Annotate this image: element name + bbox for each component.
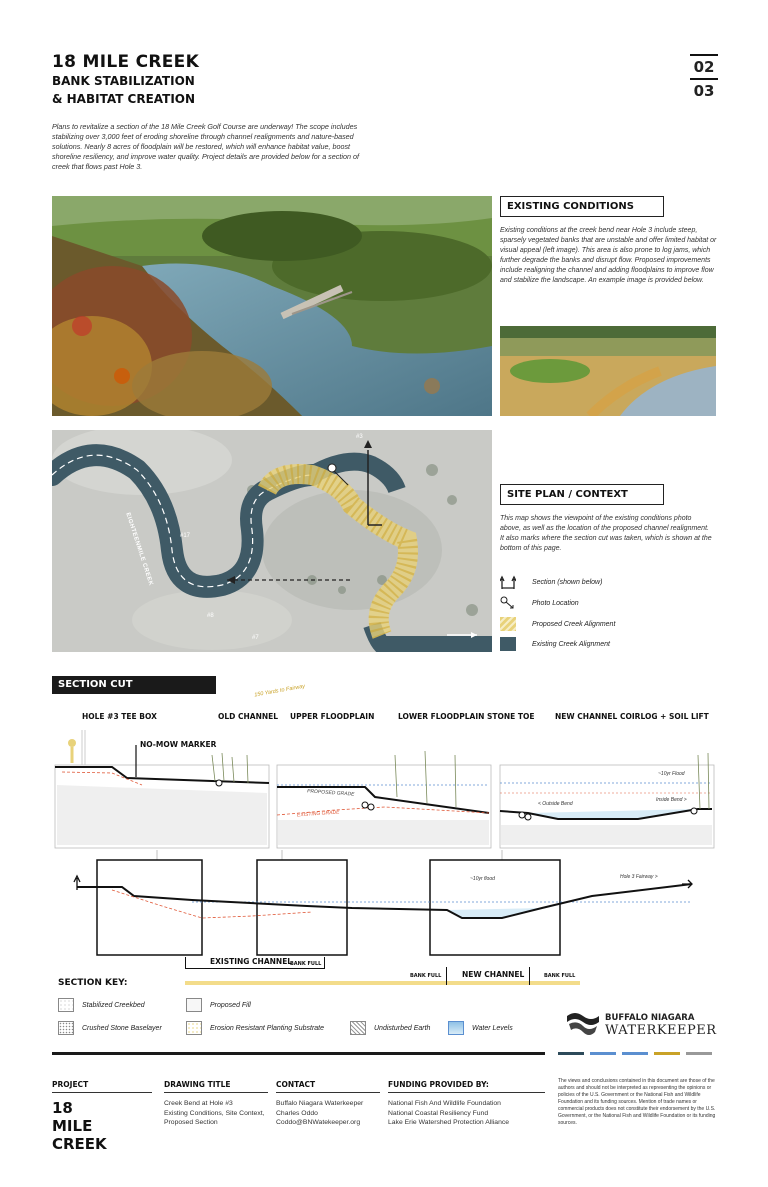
existing-conditions-heading: EXISTING CONDITIONS: [500, 196, 664, 217]
section-cut-heading: SECTION CUT: [52, 676, 216, 694]
legend-existing-label: Existing Creek Alignment: [532, 640, 610, 648]
site-plan-text: This map shows the viewpoint of the existing conditions photo above, as well as the location of the proposed channel realignment. It also marks where the section cut was taken, which is shown at the bottom of this page.: [500, 515, 712, 552]
footer-project: [52, 1080, 152, 1153]
page-number: [690, 52, 718, 100]
wave-logo-icon: [565, 1010, 601, 1040]
existing-conditions-photo: [52, 196, 492, 416]
legend-proposed-label: Proposed Creek Alignment: [532, 620, 616, 628]
detail-panel-channel: [498, 725, 718, 850]
site-plan-heading: SITE PLAN / CONTEXT: [500, 484, 664, 505]
page-number-rule-top: [690, 54, 718, 56]
section-arrows-icon: [500, 575, 516, 589]
legend-section: [500, 575, 602, 589]
dim-bank-full-1: BANK FULL: [290, 961, 322, 967]
footer-disclaimer: The views and conclusions contained in this document are those of the authors and should not be interpreted as representing the opinions or policies of the U.S. Government or the National Fish and Wildlife Foundation and its funding sources. Mention of trade names or commercial products does not constitute their endorsement by the U.S. Government, or the National Fish and Wildlife Foundation or its funding sources.: [558, 1078, 716, 1126]
profile-flood-label: ~10yr flood: [470, 876, 495, 882]
footer-funding-head: FUNDING PROVIDED BY:: [388, 1080, 545, 1093]
key-swatch-water: [448, 1021, 464, 1035]
page-title: 18 MILE CREEK: [52, 52, 200, 72]
label-tee-box: HOLE #3 TEE BOX: [82, 712, 157, 721]
subtitle-line-2: & HABITAT CREATION: [52, 92, 196, 106]
label-stone-toe: STONE TOE: [487, 712, 535, 721]
photo-location-icon: [500, 596, 516, 610]
legend-photo-label: Photo Location: [532, 599, 579, 607]
fairway-label: Hole 3 Fairway >: [620, 874, 658, 880]
footer-contact-head: CONTACT: [276, 1080, 380, 1093]
ten-yr-flood-label: ~10yr Flood: [658, 771, 685, 777]
color-bar-3: [622, 1052, 648, 1055]
key-label-substrate: Erosion Resistant Planting Substrate: [210, 1024, 325, 1032]
legend-existing: [500, 637, 610, 651]
hatched-swatch-icon: [500, 617, 516, 631]
section-key-title: SECTION KEY:: [58, 978, 128, 988]
color-bar-1: [558, 1052, 584, 1055]
label-no-mow: NO-MOW MARKER: [140, 740, 217, 749]
label-new-channel: NEW CHANNEL: [555, 712, 618, 721]
proposed-grade-label: PROPOSED GRADE: [306, 788, 355, 798]
hole-7-label: #7: [252, 635, 259, 641]
outside-bend-label: < Outside Bend: [538, 801, 573, 807]
key-swatch-substrate: [186, 1021, 202, 1035]
color-bar-5: [686, 1052, 712, 1055]
example-image: [500, 326, 716, 416]
footer-funding-text: National Fish And Wildlife Foundation National Coastal Resiliency Fund Lake Erie Watershed Protection Alliance: [388, 1100, 510, 1126]
page-current: 02: [693, 58, 715, 76]
existing-grade-label: EXISTING GRADE: [296, 809, 340, 819]
footer-rule: [52, 1052, 545, 1055]
creek-name-label: EIGHTEENMILE CREEK: [124, 512, 154, 587]
key-label-fill: Proposed Fill: [210, 1001, 251, 1009]
site-plan-map: [52, 430, 492, 652]
yards-to-fairway-label: 150 Yards to Fairway: [253, 683, 306, 699]
page-total: 03: [693, 82, 715, 100]
inside-bend-label: Inside Bend >: [656, 797, 687, 803]
label-upper-floodplain: UPPER FLOODPLAIN: [290, 712, 375, 721]
subtitle-line-1: BANK STABILIZATION: [52, 74, 195, 88]
logo-line-2: WATERKEEPER: [605, 1022, 717, 1038]
full-section-profile: [52, 850, 718, 960]
key-swatch-earth: [350, 1021, 366, 1035]
page-number-divider: [690, 78, 718, 80]
intro-paragraph: Plans to revitalize a section of the 18 Mile Creek Golf Course are underway! The scope includes stabilizing over 3,000 feet of eroding shoreline through channel realignments and nature-based solutions. Nearly 8 acres of floodplain will be restored, which will enhance habitat value, boost shoreline resiliency, and improve water quality. Project details are provided below for a section of creek that flows past Hole 3.: [52, 122, 359, 171]
hole-8-label: #8: [207, 613, 214, 619]
footer-color-bars: [558, 1052, 712, 1055]
key-proposed-fill: [186, 998, 251, 1012]
key-water-levels: [448, 1021, 513, 1035]
legend-section-label: Section (shown below): [532, 578, 603, 586]
key-crushed-stone: [58, 1021, 162, 1035]
detail-panel-floodplain: [275, 725, 495, 850]
footer-contact: [276, 1080, 380, 1128]
solid-swatch-icon: [500, 637, 516, 651]
color-bar-2: [590, 1052, 616, 1055]
label-old-channel: OLD CHANNEL: [218, 712, 279, 721]
label-lower-floodplain: LOWER FLOODPLAIN: [398, 712, 485, 721]
dim-existing-channel-label: EXISTING CHANNEL: [210, 957, 293, 966]
label-coirlog: COIRLOG + SOIL LIFT: [620, 712, 709, 721]
color-bar-4: [654, 1052, 680, 1055]
footer-project-name: 18 MILE CREEK: [52, 1099, 107, 1153]
existing-conditions-text: Existing conditions at the creek bend near Hole 3 include steep, sparsely vegetated banks that are unstable and offer limited habitat or visual appeal (left image). This area is also prone to log jams, which further degrade the banks and disrupt flow. Proposed improvements include realigning the channel and adding floodplains to improve flow and stabilize the landscape. An example image is provided below.: [500, 227, 717, 284]
dim-new-channel-label: NEW CHANNEL: [462, 970, 525, 979]
dim-bank-full-3: BANK FULL: [544, 973, 576, 979]
footer-drawing-text: Creek Bend at Hole #3 Existing Conditions, Site Context, Proposed Section: [164, 1100, 265, 1126]
key-stabilized-creekbed: [58, 998, 145, 1012]
footer-drawing-head: DRAWING TITLE: [164, 1080, 268, 1093]
key-swatch-stone: [58, 1021, 74, 1035]
key-undisturbed-earth: [350, 1021, 430, 1035]
logo-line-1: BUFFALO NIAGARA: [605, 1012, 695, 1023]
footer-project-head: PROJECT: [52, 1080, 152, 1093]
hole-3-label: #3: [356, 434, 363, 440]
key-label-stone: Crushed Stone Baselayer: [82, 1024, 162, 1032]
key-label-creekbed: Stabilized Creekbed: [82, 1001, 145, 1009]
detail-panel-tee: [52, 725, 272, 850]
waterkeeper-logo: [565, 1010, 717, 1040]
hole-17-label: #17: [180, 533, 191, 539]
footer-contact-text: Buffalo Niagara Waterkeeper Charles Oddo Coddo@BNWatekeeper.org: [276, 1100, 364, 1126]
key-label-water: Water Levels: [472, 1024, 513, 1032]
key-label-earth: Undisturbed Earth: [374, 1024, 431, 1032]
page-subtitle: [52, 72, 272, 108]
key-swatch-fill: [186, 998, 202, 1012]
legend-proposed: [500, 617, 615, 631]
footer-funding: [388, 1080, 545, 1128]
legend-photo: [500, 596, 579, 610]
dim-bank-full-2: BANK FULL: [410, 973, 442, 979]
key-erosion-substrate: [186, 1021, 324, 1035]
footer-drawing: [164, 1080, 268, 1128]
key-swatch-creekbed: [58, 998, 74, 1012]
